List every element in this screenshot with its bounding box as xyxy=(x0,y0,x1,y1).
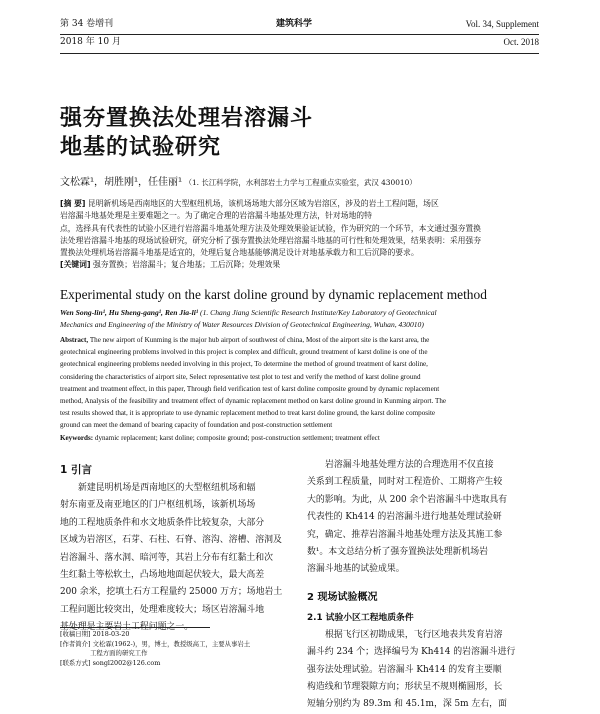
header-journal: 建筑科学 xyxy=(276,19,313,29)
abstract-en-line: ground can meet the demand of bearing capacity of foundation and post-construction settlement xyxy=(60,421,333,430)
header-volume-en: Vol. 34, Supplement xyxy=(465,19,539,29)
section-2-1-heading: 2.1 试验小区工程地质条件 xyxy=(307,612,414,623)
footnote-contact: [联系方式] songl2002@126.com xyxy=(60,658,161,667)
abstract-cn-label: [摘 要] xyxy=(60,199,86,208)
paragraph-line: 溶漏斗地基的试验成果。 xyxy=(307,564,405,575)
paragraph-line: 基处理是主要岩土工程问题之一。 xyxy=(60,622,194,633)
paragraph-line: 区域为岩溶区，石芽、石柱、石脊、溶沟、溶槽、溶洞及 xyxy=(60,535,282,546)
abstract-cn xyxy=(60,198,539,272)
header-date-en: Oct. 2018 xyxy=(503,37,539,47)
section-1-heading: 1 引言 xyxy=(60,464,92,476)
abstract-en-line: test results showed that, it is appropriate to use dynamic replacement method to treat karst doline ground, the karst doline composite xyxy=(60,409,436,418)
paragraph-line: 生红黏土等松软土，凸场地地面起伏较大，最大高差 xyxy=(60,570,265,581)
abstract-en-line: geotechnical engineering problems needed involving in this project, To determine the method of ground treatment of karst doline, xyxy=(60,360,428,369)
paragraph-line: 构造线和节理裂隙方向；形状呈不规则椭圆形，长 xyxy=(307,682,503,693)
title-cn-line-1: 强夯置换法处理岩溶漏斗 xyxy=(60,106,314,131)
footnote-author-cont: 工程方面的研究工作 xyxy=(90,649,148,657)
authors-en-block xyxy=(60,307,539,332)
authors-cn-line xyxy=(60,177,539,189)
affiliation-cn: （1. 长江科学院，水利部岩土力学与工程重点实验室，武汉 430010） xyxy=(184,178,417,187)
paragraph-line: 数¹。本文总结分析了强夯置换法处理新机场岩 xyxy=(307,547,489,558)
affiliation-en-line: (1. Chang Jiang Scientific Research Institute/Key Laboratory of Geotechnical xyxy=(200,308,437,317)
abstract-cn-line: 置换法处理机场岩溶漏斗地基是适宜的，处理后复合地基能够满足设计对地基承载力和工后沉降的要求。 xyxy=(60,248,419,258)
title-cn-line-2: 地基的试验研究 xyxy=(60,135,222,160)
paragraph-line: 究，确定、推荐岩溶漏斗地基处理方法及其施工参 xyxy=(307,529,503,540)
paragraph-line: 短轴分别约为 89.3m 和 45.1m，深 5m 左右，面 xyxy=(307,699,507,710)
abstract-cn-line: 法处理岩溶漏斗地基的现场试验研究，研究分析了强夯置换法处理岩溶漏斗地基的可行性和处理效果，结果表明：采用强夯 xyxy=(60,235,482,245)
paragraph-line: 强夯法处理试验。岩溶漏斗 Kh414 的发育主要顺 xyxy=(307,664,502,675)
footnote-received: [收稿日期] 2018-03-20 xyxy=(60,630,130,638)
keywords-cn: 强夯置换；岩溶漏斗；复合地基；工后沉降；处理效果 xyxy=(93,260,281,270)
abstract-en-line: considering the characteristics of airport site, Select representative test plot to test and verify the method of karst doline ground xyxy=(60,372,421,381)
paragraph-line: 代表性的 Kh414 的岩溶漏斗进行地基处理试验研 xyxy=(307,512,502,523)
footnote xyxy=(60,630,292,668)
abstract-en-line: geotechnical engineering problems involved in this project is complex and difficult, ground treatment of karst doline is one of the xyxy=(60,348,428,357)
keywords-en: dynamic replacement; karst doline; composite ground; post-construction settlement; treatment effect xyxy=(94,433,380,442)
abstract-cn-line: 点，选择具有代表性的试验小区进行岩溶漏斗地基处理方法及处理效果验证试验，作为研究的一个环节，本文通过强夯置换 xyxy=(60,223,482,233)
paragraph-line: 漏斗约 234 个；选择编号为 Kh414 的岩溶漏斗进行 xyxy=(307,647,516,658)
keywords-en-label: Keywords: xyxy=(60,433,94,442)
abstract-en-line: method, Analysis of the feasibility and treatment effect of dynamic replacement method on karst doline ground in Kunming airport. The xyxy=(60,397,447,406)
paragraph-line: 工程问题比较突出，处理难度较大；场区岩溶漏斗地 xyxy=(60,604,265,615)
header-rule xyxy=(60,53,539,54)
paragraph-line: 地的工程地质条件和水文地质条件比较复杂，大部分 xyxy=(60,517,265,528)
abstract-en xyxy=(60,334,539,444)
authors-cn: 文松霖¹，胡胜刚¹，任佳丽¹ xyxy=(60,177,183,188)
section-1-body xyxy=(60,480,292,637)
abstract-en-line: The new airport of Kunming is the major hub airport of southwest of china, Most of the airport site is the karst area, the xyxy=(89,336,430,344)
abstract-cn-line: 昆明新机场是西南地区的大型枢纽机场，该机场场地大部分区域为岩溶区，涉及的岩土工程问题，场区 xyxy=(87,199,439,208)
paragraph-line: 根据飞行区初勘成果，飞行区地表共发育岩溶 xyxy=(325,629,503,640)
header-volume-cn: 第 34 卷增刊 xyxy=(60,19,114,29)
paragraph-line: 大的影响。为此，从 200 余个岩溶漏斗中选取具有 xyxy=(307,494,508,505)
paragraph-line: 岩溶漏斗地基处理方法的合理选用不仅直接 xyxy=(325,460,494,470)
paragraph-line: 关系到工程质量，同时对工程造价、工期将产生较 xyxy=(307,477,503,488)
abstract-cn-line: 岩溶漏斗地基处理是主要难题之一。为了确定合理的岩溶漏斗地基处理方法，针对场地的特 xyxy=(60,211,372,221)
paragraph-line: 新建昆明机场是西南地区的大型枢纽机场和辐 xyxy=(78,483,256,493)
footnote-author: [作者简介] 文松霖(1962-)，男，博士，教授级高工，主要从事岩土 xyxy=(60,639,251,648)
paragraph-line: 射东南亚及南亚地区的门户枢纽机场，该新机场场 xyxy=(60,500,256,511)
footnote-rule xyxy=(60,627,210,628)
abstract-en-label: Abstract, xyxy=(60,336,89,344)
paragraph-line: 岩溶漏斗、落水洞、暗河等，其岩上分布有红黏土和次 xyxy=(60,552,273,563)
right-column xyxy=(307,457,539,714)
abstract-en-line: treatment and treatment effect, in this paper, Through field verification test of karst doline composite ground by dynamic replacement xyxy=(60,384,440,393)
title-en: Experimental study on the karst doline ground by dynamic replacement method xyxy=(60,287,487,302)
affiliation-en-line: Mechanics and Engineering of the Ministry of Water Resources Division of Geotechnical Engineering, Wuhan, 430010) xyxy=(60,320,424,330)
header-date-cn: 2018 年 10 月 xyxy=(60,37,121,47)
paragraph-line: 200 余米，挖填土石方工程量约 25000 万方；场地岩土 xyxy=(60,587,283,598)
authors-en: Wen Song-lin¹, Hu Sheng-gang¹, Ren Jia-li¹ xyxy=(60,308,199,317)
section-2-heading: 2 现场试验概况 xyxy=(307,591,378,603)
header-rule-thin xyxy=(60,34,539,35)
keywords-cn-label: [关键词] xyxy=(60,260,91,270)
